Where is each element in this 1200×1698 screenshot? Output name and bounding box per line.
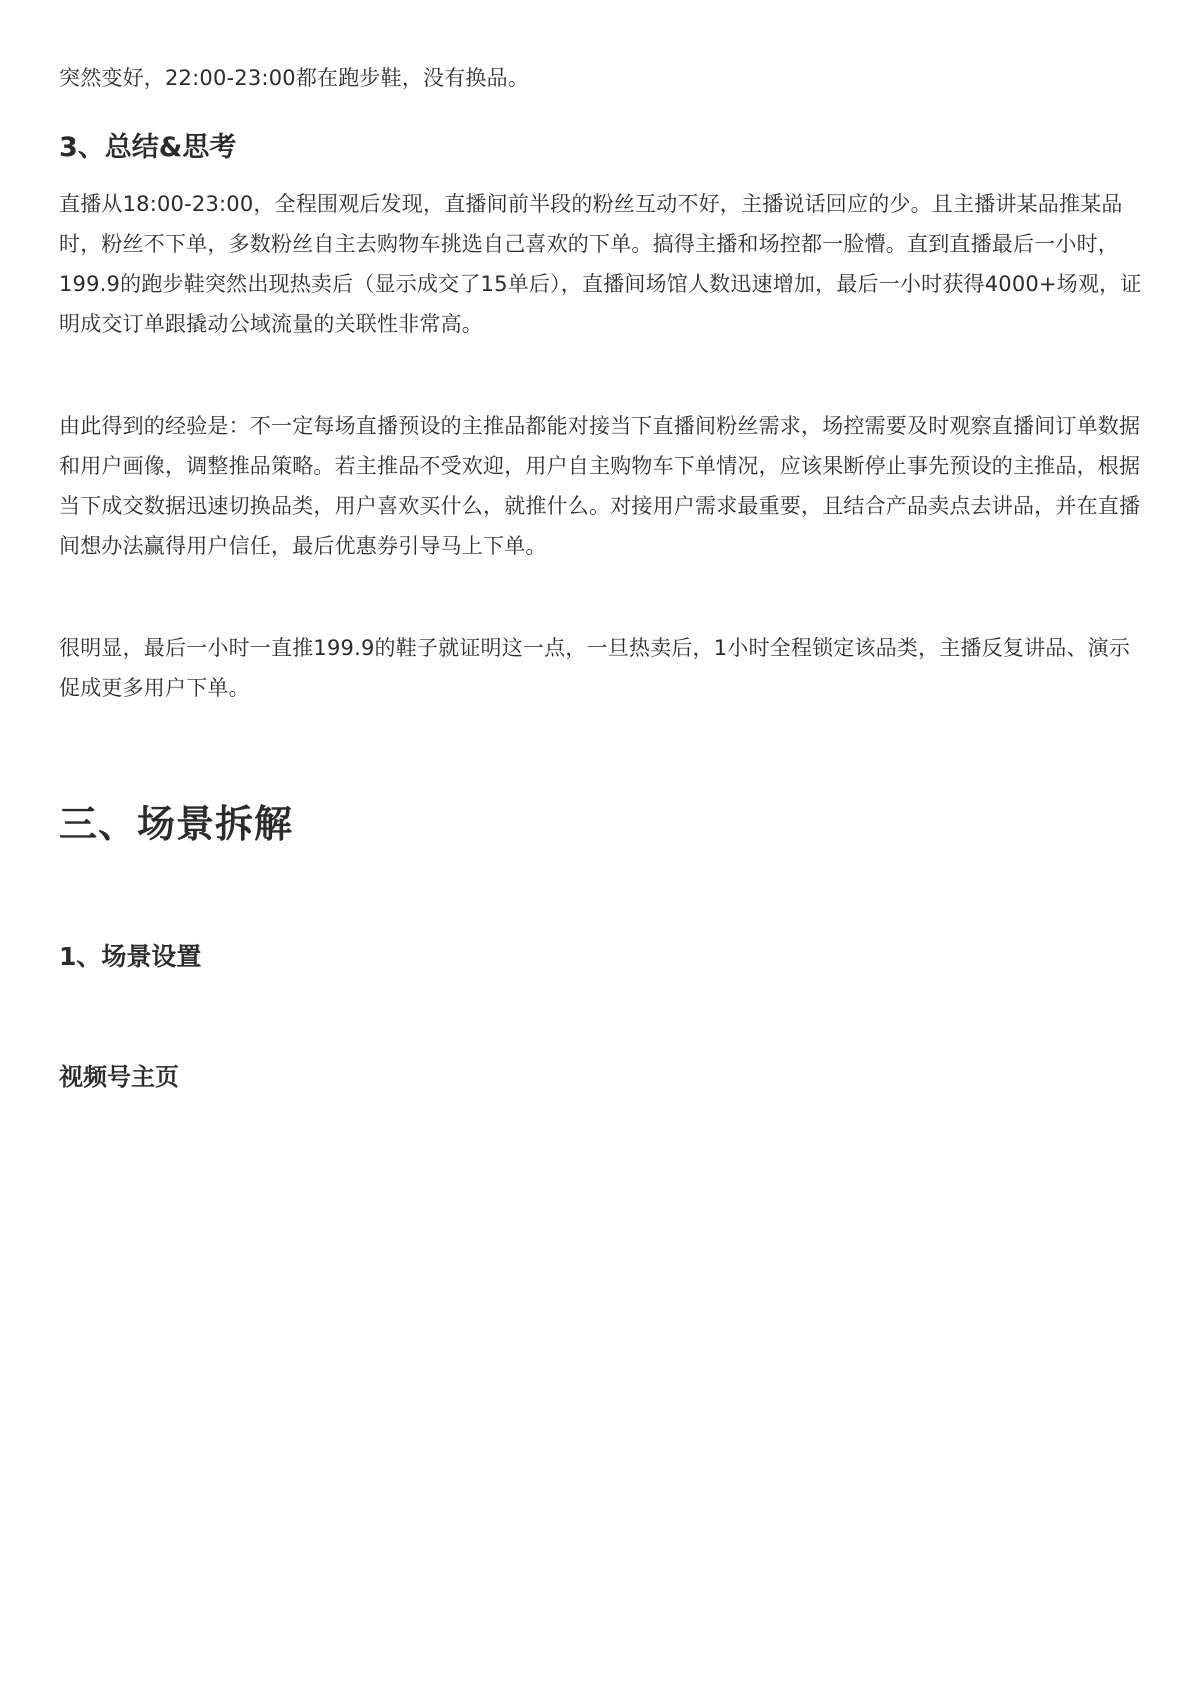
label-channel-homepage: 视频号主页 xyxy=(59,1063,179,1091)
section-heading-summary: 3、总结&思考 xyxy=(59,132,237,163)
subsection-heading-scene-setup: 1、场景设置 xyxy=(59,942,202,971)
summary-paragraph-3: 很明显，最后一小时一直推199.9的鞋子就证明这一点，一旦热卖后，1小时全程锁定该品类，主播反复讲品、演示促成更多用户下单。 xyxy=(59,636,1131,700)
summary-paragraph-2: 由此得到的经验是：不一定每场直播预设的主推品都能对接当下直播间粉丝需求，场控需要及时观察直播间订单数据和用户画像，调整推品策略。若主推品不受欢迎，用户自主购物车下单情况，应该果断停止事先预设的主推品，根据当下成交数据迅速切换品类，用户喜欢买什么，就推什么。对接用户需求最重要，且结合产品卖点去讲品，并在直播间想办法赢得用户信任，最后优惠券引导马上下单。 xyxy=(59,414,1141,558)
intro-paragraph: 突然变好，22:00-23:00都在跑步鞋，没有换品。 xyxy=(59,66,530,90)
summary-paragraph-1: 直播从18:00-23:00，全程围观后发现，直播间前半段的粉丝互动不好，主播说话回应的少。且主播讲某品推某品时，粉丝不下单，多数粉丝自主去购物车挑选自己喜欢的下单。搞得主播和场控都一脸懵。直到直播最后一小时，199.9的跑步鞋突然出现热卖后（显示成交了15单后），直播间场馆人数迅速增加，最后一小时获得4000+场观，证明成交订单跟撬动公域流量的关联性非常高。 xyxy=(59,192,1142,336)
chapter-heading-scene-breakdown: 三、场景拆解 xyxy=(59,802,294,846)
